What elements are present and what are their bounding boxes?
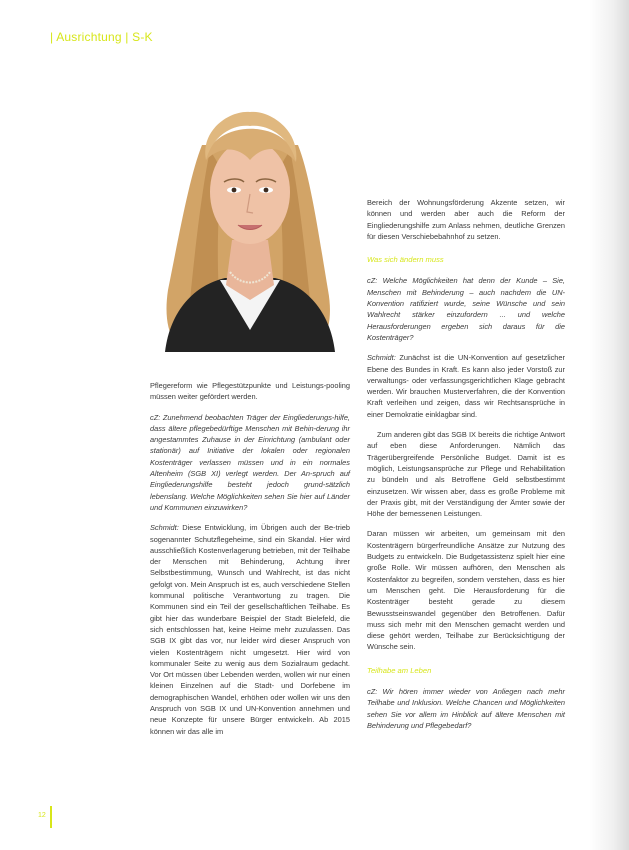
subheading: Was sich ändern muss [367, 255, 444, 265]
portrait-illustration [150, 90, 345, 360]
section-kicker: | Ausrichtung | S-K [50, 30, 153, 44]
answer-text: Zunächst ist die UN-Konvention auf gesetzlicher Ebene des Bundes in Kraft. Es kann also jeder Vorstoß zur verwaltungs- oder verfassungsgerichtlichen Klage gebracht werden. Wir brauchen Musterverfahren, die der Konvention Kraft verleihen und zeigen, dass wir Rechtsansprüche in einer Demokratie einklagbar sind. [367, 353, 565, 419]
body-paragraph: Daran müssen wir arbeiten, um gemeinsam mit den Kostenträgern bürgerfreundliche Ansätze zur Nutzung des Budgets zu entwickeln. Die Budgetassistenz spielt hier eine große Rolle. Wir müssen aufhören, den Menschen als Kostenfaktor zu begreifen, sondern verstehen, dass es hier um Menschen geht. Die Herausforderung für die Kostenträger besteht gerade zu diesem Bewusstseinswandel gegenüber den Betroffenen. Dafür muss sich mehr mit den Menschen gemacht werden und diese gehört werden, Teilhabe zur Berücksichtigung der Wünsche sein. [367, 529, 565, 652]
intro-paragraph: Bereich der Wohnungsförderung Akzente setzen, wir können und werden aber auch die Reform der Eingliederungshilfe zum Anlass nehmen, deutliche Grenzen für diesen Verschiebebahnhof zu setzen. [367, 198, 565, 241]
interview-question: cZ: Zunehmend beobachten Träger der Eingliederungs-hilfe, dass ältere pflegebedürftige Menschen mit Behin-derung ihr angestammtes Zuhause in der Einrichtung (ambulant oder stationär) auf Initiative der lokalen oder regionalen Kostenträger verlassen müssen und in ein normales Altenheim (SGB XI) verlegt werden. Der An-spruch auf Eingliederungshilfe besteht jedoch grund-sätzlich lebenslang. Welche Möglichkeiten sehen Sie hier auf Länder und Kommunen einzuwirken? [150, 412, 350, 512]
interview-question: cZ: Wir hören immer wieder von Anliegen nach mehr Teilhabe und Inklusion. Welche Chancen und Möglichkeiten sehen Sie vor allem im Hinblick auf ältere Menschen mit Behinderung und Pflegebedarf? [367, 686, 565, 730]
right-column [367, 197, 565, 740]
answer-paragraph [150, 522, 350, 737]
portrait-photo [150, 90, 345, 360]
answer-paragraph [367, 352, 565, 420]
answer-paragraph-continued: Zum anderen gibt das SGB IX bereits die richtige Antwort auf eben diese Anforderungen. Nämlich das Trägerübergreifende Persönliche Budget. Damit ist es möglich, Leistungsansprüche zur Pflege und Rehabilitation zu bündeln und als Betroffene Geld selbstbestimmt einzusetzen. Wir wissen aber, dass es große Probleme mit der Praxis gibt, mit der Verständigung der Ämter sowie der Höhe der bemessenen Leistungen. [367, 430, 565, 519]
subheading: Teilhabe am Leben [367, 665, 432, 675]
answer-text: Diese Entwicklung, im Übrigen auch der Be-trieb sogenannter Schutzflegeheime, sind ein Skandal. Hier wird ausschließlich Kostenverlagerung betrieben, mit der Teilhabe der Menschen mit Behinderung, Achtung ihrer Selbstbestimmung, Wunsch und Wahlrecht, ist das nicht gefolgt von. Mein Anspruch ist es, auch verschiedene Stellen kommunal politische Verantwortung zu tragen. Die Kommunen sind ein Teil der gesellschaftlichen Teilhabe. Es gibt hier das wunderbare Beispiel der Stadt Bielefeld, die sich entschlossen hat, keine Heime mehr zuzulassen. Das SGB IX gibt das vor, nur leider wird dieser Anspruch von vielen Kostenträgern nicht umgesetzt. Hier wird von kommunaler Seite zu wenig aus dem Sozialraum gedacht. Vor Ort müssen über Lebenden werden, wollen wir nur einen kleinen Einzelnen auf die Stadt- und Dorfebene im demographischen Wandel, erhöhen oder wollen wir uns den Anspruch von SGB IX und UN-Konvention annehmen und neue Konzepte für unsere Bürger entwickeln. Ab 2015 können wir das alle im [150, 523, 350, 736]
left-column [150, 380, 350, 746]
page-number-bar [50, 806, 52, 828]
lead-paragraph: Pflegereform wie Pflegestützpunkte und Leistungs-pooling müssen weiter gefördert werden. [150, 381, 350, 402]
page-number: 12 [38, 812, 46, 819]
interview-question: cZ: Welche Möglichkeiten hat denn der Kunde – Sie, Menschen mit Behinderung – auch nachdem die UN-Konvention ratifiziert wurde, seine Wünsche und sein Wahlrecht stärker einzufordern ... und welche Herausforderungen ergeben sich daraus für die Kostenträger? [367, 276, 565, 342]
speaker-label: Schmidt: [367, 353, 396, 363]
speaker-label: Schmidt: [150, 523, 179, 533]
scan-shadow [589, 0, 629, 850]
